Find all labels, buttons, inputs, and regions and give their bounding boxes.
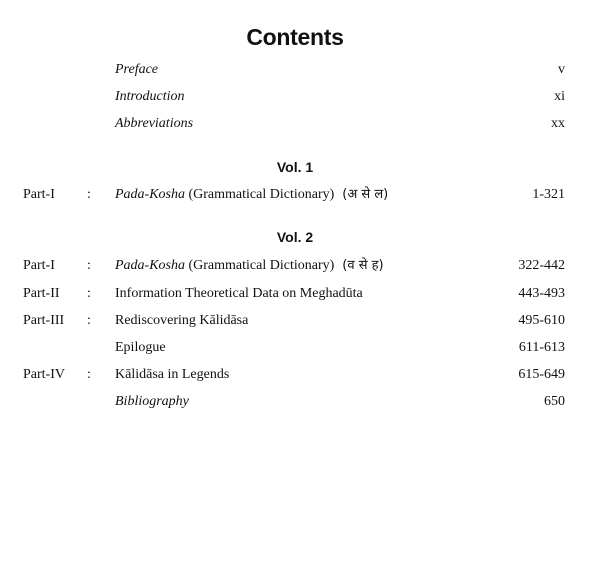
toc-entry-pages: v [558,62,565,77]
toc-row-abbreviations [0,114,600,134]
toc-row-vol2-part3 [0,311,600,331]
devanagari-range: (अ से ल) [342,187,389,202]
entry-title-rest: (Grammatical Dictionary) [185,258,335,273]
toc-entry-pages: 611-613 [518,340,565,355]
part-label: Part-I [23,258,55,273]
toc-entry-pages: 443-493 [518,286,565,301]
part-label: Part-IV [23,367,65,382]
toc-row-vol2-part2 [0,284,600,304]
entry-italic-title: Pada-Kosha [115,187,185,202]
toc-entry-pages: 495-610 [518,313,565,328]
toc-entry-title: Bibliography [115,394,189,409]
toc-entry-title: Information Theoretical Data on Meghadūta [115,286,363,301]
toc-entry-title: Introduction [115,89,185,104]
toc-entry-pages: xx [551,116,565,131]
page-title: Contents [246,24,344,50]
toc-entry-pages: 1-321 [532,187,565,202]
toc-row-vol2-epilogue [0,338,600,358]
part-label: Part-I [23,187,55,202]
toc-row-vol2-bibliography [0,392,600,412]
separator: : [87,258,91,273]
toc-row-introduction [0,87,600,107]
toc-row-preface [0,60,600,80]
toc-row-vol2-part4 [0,365,600,385]
toc-entry-title: Abbreviations [115,116,194,131]
entry-title-rest: (Grammatical Dictionary) [185,187,335,202]
toc-entry-pages: 650 [544,394,565,409]
toc-entry-title: Rediscovering Kālidāsa [115,313,249,328]
part-label: Part-II [23,286,60,301]
separator: : [87,187,91,202]
toc-entry-title: Preface [115,62,159,77]
toc-entry-title: Kālidāsa in Legends [115,367,230,382]
toc-entry-pages: 322-442 [518,258,565,273]
toc-entry-title: Epilogue [115,340,166,355]
toc-row-vol2-part1 [0,256,600,276]
volume-heading-2: Vol. 2 [276,229,314,245]
separator: : [87,313,91,328]
separator: : [87,367,91,382]
toc-entry-pages: 615-649 [518,367,565,382]
separator: : [87,286,91,301]
toc-entry-title [115,185,388,205]
toc-entry-pages: xi [554,89,565,104]
toc-row-vol1-part1 [0,185,600,205]
entry-italic-title: Pada-Kosha [115,258,185,273]
toc-entry-title [115,256,384,276]
part-label: Part-III [23,313,65,328]
volume-heading-1: Vol. 1 [276,159,314,175]
devanagari-range: (व से ह) [342,258,384,273]
